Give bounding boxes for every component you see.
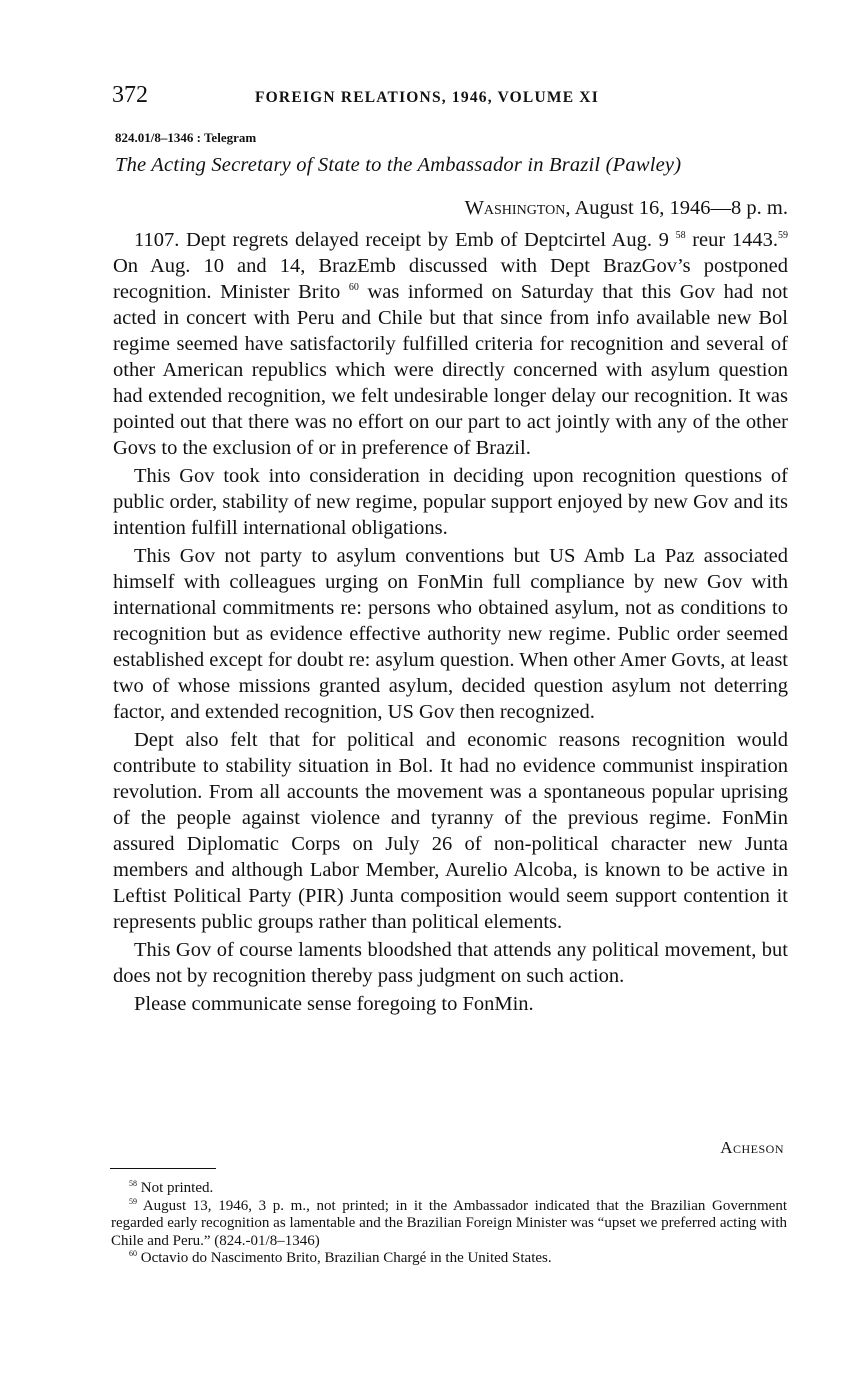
page-header — [112, 82, 788, 118]
telegram-body — [113, 227, 788, 1017]
paragraph-6: Please communicate sense foregoing to FonMin. — [134, 993, 534, 1015]
paragraph-4: Dept also felt that for political and economic reasons recognition would contribute to stability situation in Bol. It had no evidence communist inspiration revolution. From all accounts the movement was a spontaneous popular uprising of the people against violence and tyranny of the previous regime. FonMin assured Diplomatic Corps on July 26 of non-political character new Junta members and although Labor Member, Aurelio Alcoba, is known to be active in Leftist Political Party (PIR) Junta composition would seem support contention it represents public groups rather than political elements. — [113, 729, 788, 933]
footnote-59 — [111, 1198, 787, 1251]
paragraph-1-part-d: was informed on Saturday that this Gov had not acted in concert with Peru and Chile but that since from info available new Bol regime seemed have satisfactorily fulfilled criteria for recognition and several of other American republics which were directly concerned with asylum question had extended recognition, we felt undesirable longer delay our recognition. It was pointed out that there was no effort on our part to act jointly with any of the other Govs to the exclusion of or in preference of Brazil. — [113, 281, 789, 459]
footnote-text: August 13, 1946, 3 p. m., not printed; in it the Ambassador indicated that the Brazilian Government regarded early recognition as lamentable and the Brazilian Foreign Minister was “upset we preferred acting with Chile and Peru.” (824.-01/8–1346) — [111, 1197, 787, 1249]
paragraph-1-part-a: 1107. Dept regrets delayed receipt by Emb of Deptcirtel Aug. 9 — [134, 229, 669, 251]
dateline — [465, 197, 788, 220]
page-number: 372 — [112, 82, 148, 108]
footnote-ref-59: 59 — [778, 230, 789, 242]
footnote-ref-58: 58 — [675, 230, 686, 242]
footnote-divider — [110, 1168, 216, 1169]
dateline-city: Washington — [464, 197, 566, 219]
footnote-60 — [111, 1250, 787, 1268]
footnote-ref-60: 60 — [348, 282, 359, 294]
footnote-marker: 60 — [129, 1249, 137, 1258]
footnote-text: Octavio do Nascimento Brito, Brazilian Chargé in the United States. — [137, 1250, 552, 1266]
footnotes — [111, 1180, 787, 1268]
footnote-text: Not printed. — [137, 1180, 214, 1196]
document-title: The Acting Secretary of State to the Ambassador in Brazil (Pawley) — [115, 154, 682, 176]
signature: Acheson — [720, 1138, 784, 1157]
paragraph-3: This Gov not party to asylum conventions but US Amb La Paz associated himself with colleagues urging on FonMin full compliance by new Gov with international commitments re: persons who obtained asylum, not as conditions to recognition but as evidence effective authority new regime. Public order seemed established except for doubt re: asylum question. When other Amer Govts, at least two of whose missions granted asylum, decided question asylum not deterring factor, and extended recognition, US Gov then recognized. — [113, 545, 788, 723]
paragraph-2: This Gov took into consideration in deciding upon recognition questions of public order, stability of new regime, popular support enjoyed by new Gov and its intention fulfill international obligations. — [113, 465, 788, 539]
running-head: FOREIGN RELATIONS, 1946, VOLUME XI — [255, 89, 599, 106]
paragraph-1-part-b: reur 1443. — [685, 229, 779, 251]
footnote-marker: 58 — [129, 1179, 137, 1188]
paragraph-5: This Gov of course laments bloodshed that attends any political movement, but does not by recognition thereby pass judgment on such action. — [113, 939, 788, 987]
file-number: 824.01/8–1346 : Telegram — [115, 130, 257, 145]
dateline-date: , August 16, 1946—8 p. m. — [565, 197, 788, 219]
footnote-58 — [111, 1180, 787, 1198]
footnote-marker: 59 — [129, 1196, 137, 1206]
paragraph-1 — [113, 227, 788, 461]
paragraph-1-part-c: On Aug. 10 and 14, BrazEmb discussed with Dept BrazGov’s postponed recognition. Minister Brito — [113, 255, 788, 303]
